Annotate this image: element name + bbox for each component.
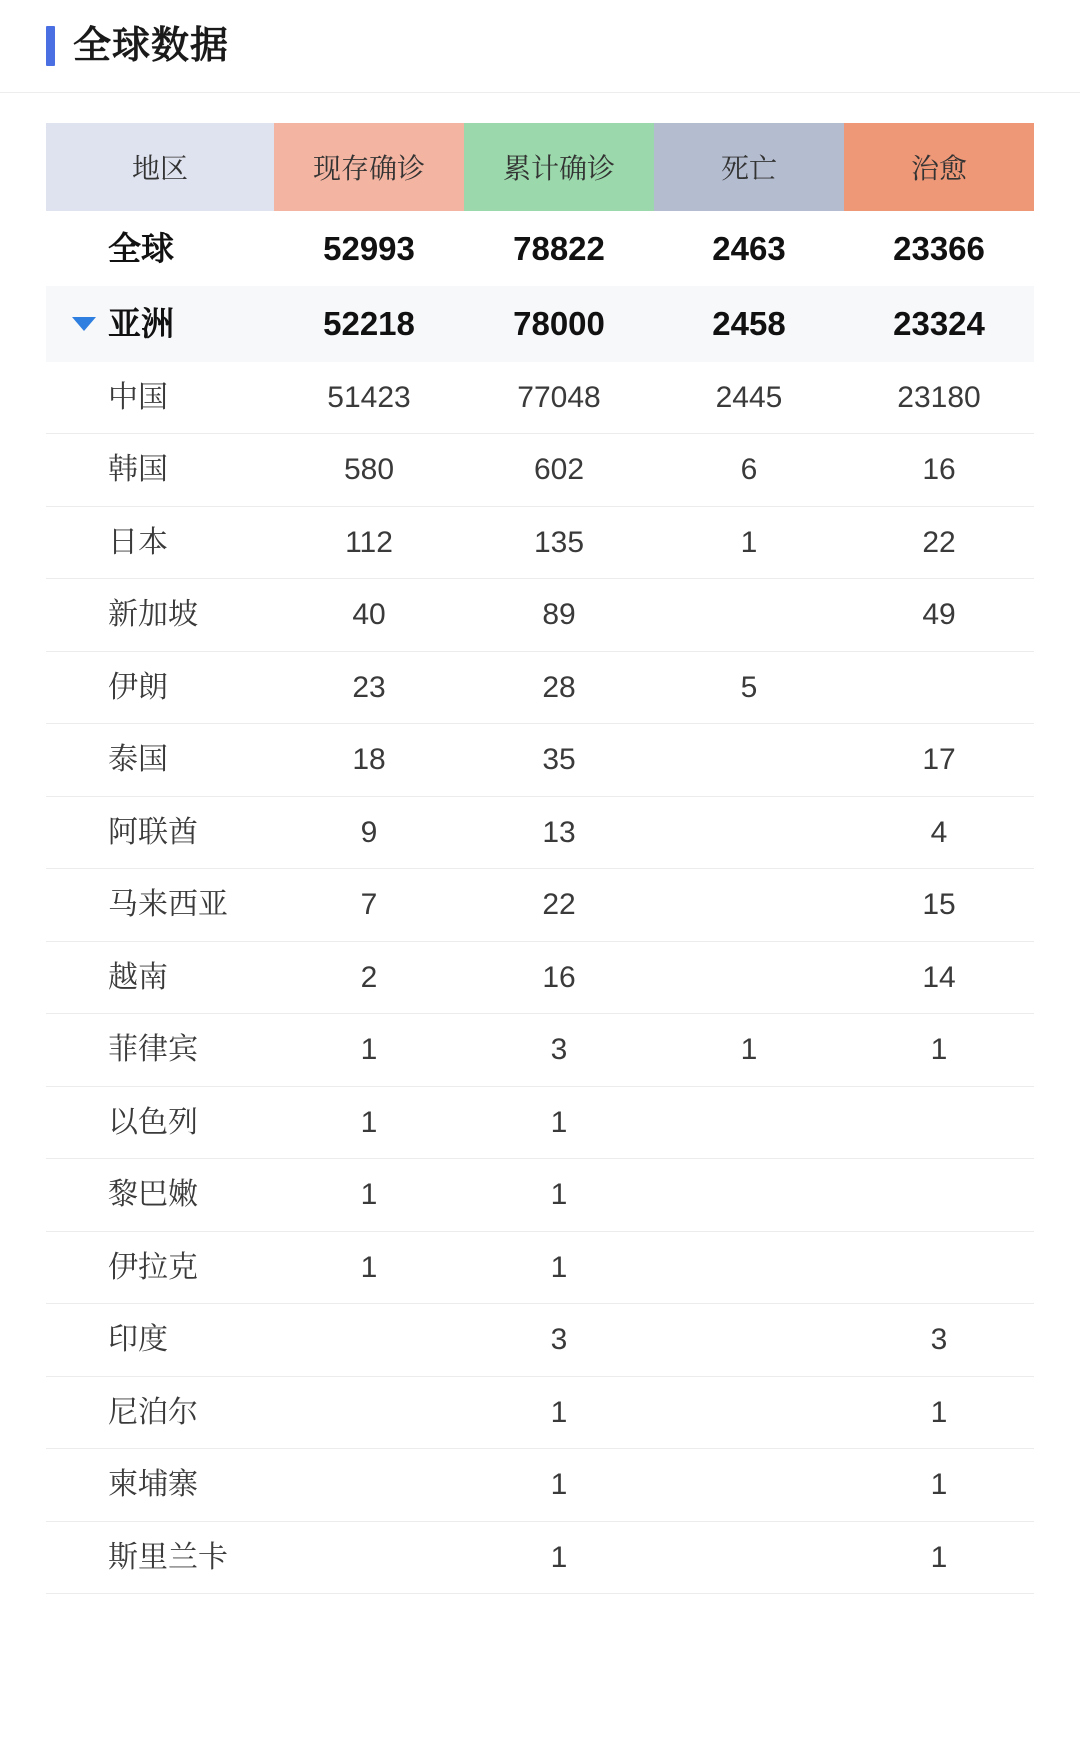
row-cured-value: 4 <box>844 796 1034 869</box>
row-region-label <box>46 651 274 724</box>
row-death-value: 2458 <box>654 286 844 361</box>
region-text: 泰国 <box>108 743 168 776</box>
row-region-label <box>46 1449 274 1522</box>
region-text: 印度 <box>108 1323 168 1356</box>
region-text: 马来西亚 <box>108 888 228 921</box>
row-current-value: 23 <box>274 651 464 724</box>
row-total-value: 16 <box>464 941 654 1014</box>
row-current-value <box>274 1304 464 1377</box>
row-region-label <box>46 1304 274 1377</box>
row-death-value <box>654 1159 844 1232</box>
row-current-value: 51423 <box>274 362 464 434</box>
row-total-value: 78000 <box>464 286 654 361</box>
page-title: 全球数据 <box>73 25 230 67</box>
row-current-value <box>274 1449 464 1522</box>
region-text: 菲律宾 <box>108 1033 198 1066</box>
row-current-value: 7 <box>274 869 464 942</box>
row-current-value <box>274 1376 464 1449</box>
region-text: 亚洲 <box>108 305 174 343</box>
row-region-label <box>46 724 274 797</box>
row-cured-value <box>844 1159 1034 1232</box>
row-total-value: 28 <box>464 651 654 724</box>
row-cured-value: 23324 <box>844 286 1034 361</box>
region-text: 越南 <box>108 960 168 994</box>
row-death-value <box>654 1231 844 1304</box>
region-text: 伊拉克 <box>108 1250 198 1284</box>
row-total-value: 602 <box>464 434 654 507</box>
row-total-value: 1 <box>464 1449 654 1522</box>
row-region-label <box>46 941 274 1014</box>
row-cured-value <box>844 1086 1034 1159</box>
row-death-value: 1 <box>654 506 844 579</box>
row-cured-value: 3 <box>844 1304 1034 1377</box>
region-text: 阿联酋 <box>108 815 198 849</box>
row-death-value <box>654 869 844 942</box>
row-death-value <box>654 1086 844 1159</box>
row-total-value: 89 <box>464 579 654 652</box>
region-text: 中国 <box>108 380 168 414</box>
row-total-value: 3 <box>464 1304 654 1377</box>
row-total-value: 1 <box>464 1086 654 1159</box>
table-header <box>46 123 1034 211</box>
row-current-value: 2 <box>274 941 464 1014</box>
row-total-value: 77048 <box>464 362 654 434</box>
row-death-value <box>654 1449 844 1522</box>
row-total-value: 135 <box>464 506 654 579</box>
row-cured-value: 1 <box>844 1449 1034 1522</box>
region-text: 韩国 <box>108 453 168 486</box>
row-total-value: 1 <box>464 1521 654 1594</box>
table-row[interactable] <box>46 362 1034 434</box>
row-death-value <box>654 796 844 869</box>
column-header-region[interactable]: 地区 <box>46 123 274 211</box>
row-cured-value: 1 <box>844 1376 1034 1449</box>
row-total-value: 78822 <box>464 211 654 286</box>
row-total-value: 35 <box>464 724 654 797</box>
region-text: 柬埔寨 <box>108 1468 198 1501</box>
row-current-value: 1 <box>274 1086 464 1159</box>
table-body <box>46 211 1034 1594</box>
row-current-value: 580 <box>274 434 464 507</box>
row-region-label <box>46 796 274 869</box>
row-total-value: 1 <box>464 1376 654 1449</box>
row-current-value: 52993 <box>274 211 464 286</box>
row-cured-value: 17 <box>844 724 1034 797</box>
region-text: 全球 <box>108 230 174 267</box>
row-region-label <box>46 211 274 286</box>
column-header-cured[interactable]: 治愈 <box>844 123 1034 211</box>
title-accent-bar <box>46 26 55 66</box>
row-region-label <box>46 286 274 361</box>
table-row[interactable] <box>46 434 1034 507</box>
row-current-value: 52218 <box>274 286 464 361</box>
table-row[interactable] <box>46 1159 1034 1232</box>
region-text: 伊朗 <box>108 670 168 704</box>
row-current-value: 18 <box>274 724 464 797</box>
column-header-death[interactable]: 死亡 <box>654 123 844 211</box>
row-region-label <box>46 434 274 507</box>
region-text: 以色列 <box>108 1105 198 1139</box>
row-region-label <box>46 1376 274 1449</box>
row-death-value <box>654 1376 844 1449</box>
table-row[interactable] <box>46 941 1034 1014</box>
row-region-label <box>46 506 274 579</box>
table-row[interactable] <box>46 1086 1034 1159</box>
column-header-total[interactable]: 累计确诊 <box>464 123 654 211</box>
row-cured-value: 49 <box>844 579 1034 652</box>
table-row[interactable] <box>46 1014 1034 1087</box>
row-region-label <box>46 869 274 942</box>
region-text: 黎巴嫩 <box>108 1178 198 1211</box>
table-row[interactable] <box>46 651 1034 724</box>
table-row[interactable] <box>46 869 1034 942</box>
global-data-table <box>46 123 1034 1594</box>
row-death-value: 5 <box>654 651 844 724</box>
column-header-current[interactable]: 现存确诊 <box>274 123 464 211</box>
row-region-label <box>46 1086 274 1159</box>
row-cured-value: 1 <box>844 1521 1034 1594</box>
row-current-value <box>274 1521 464 1594</box>
table-row[interactable] <box>46 211 1034 286</box>
region-text: 日本 <box>108 525 168 559</box>
row-cured-value <box>844 1231 1034 1304</box>
table-row[interactable] <box>46 506 1034 579</box>
row-cured-value: 15 <box>844 869 1034 942</box>
row-cured-value: 23180 <box>844 362 1034 434</box>
row-region-label <box>46 1231 274 1304</box>
row-region-label <box>46 579 274 652</box>
row-cured-value: 14 <box>844 941 1034 1014</box>
row-cured-value: 23366 <box>844 211 1034 286</box>
region-text: 新加坡 <box>108 598 198 631</box>
row-death-value <box>654 1521 844 1594</box>
table-row[interactable] <box>46 1231 1034 1304</box>
table-row[interactable] <box>46 796 1034 869</box>
table-row[interactable] <box>46 286 1034 361</box>
global-data-table-container <box>0 93 1080 1594</box>
table-row[interactable] <box>46 579 1034 652</box>
row-death-value: 6 <box>654 434 844 507</box>
region-text: 尼泊尔 <box>108 1395 198 1429</box>
table-row[interactable] <box>46 1521 1034 1594</box>
row-total-value: 22 <box>464 869 654 942</box>
row-death-value: 2445 <box>654 362 844 434</box>
row-cured-value: 16 <box>844 434 1034 507</box>
row-death-value: 1 <box>654 1014 844 1087</box>
row-region-label <box>46 362 274 434</box>
region-text: 斯里兰卡 <box>108 1540 228 1574</box>
row-current-value: 112 <box>274 506 464 579</box>
row-current-value: 1 <box>274 1014 464 1087</box>
table-row[interactable] <box>46 724 1034 797</box>
row-current-value: 1 <box>274 1231 464 1304</box>
row-death-value <box>654 579 844 652</box>
chevron-down-icon[interactable] <box>72 317 96 331</box>
row-total-value: 1 <box>464 1231 654 1304</box>
row-current-value: 1 <box>274 1159 464 1232</box>
row-cured-value <box>844 651 1034 724</box>
row-total-value: 1 <box>464 1159 654 1232</box>
row-total-value: 13 <box>464 796 654 869</box>
table-row[interactable] <box>46 1449 1034 1522</box>
table-row[interactable] <box>46 1376 1034 1449</box>
row-region-label <box>46 1521 274 1594</box>
row-death-value <box>654 941 844 1014</box>
row-death-value <box>654 724 844 797</box>
row-cured-value: 1 <box>844 1014 1034 1087</box>
row-current-value: 9 <box>274 796 464 869</box>
table-header-row <box>46 123 1034 211</box>
row-region-label <box>46 1159 274 1232</box>
row-cured-value: 22 <box>844 506 1034 579</box>
page-header <box>0 0 1080 93</box>
row-death-value <box>654 1304 844 1377</box>
table-row[interactable] <box>46 1304 1034 1377</box>
row-region-label <box>46 1014 274 1087</box>
row-total-value: 3 <box>464 1014 654 1087</box>
row-death-value: 2463 <box>654 211 844 286</box>
row-current-value: 40 <box>274 579 464 652</box>
